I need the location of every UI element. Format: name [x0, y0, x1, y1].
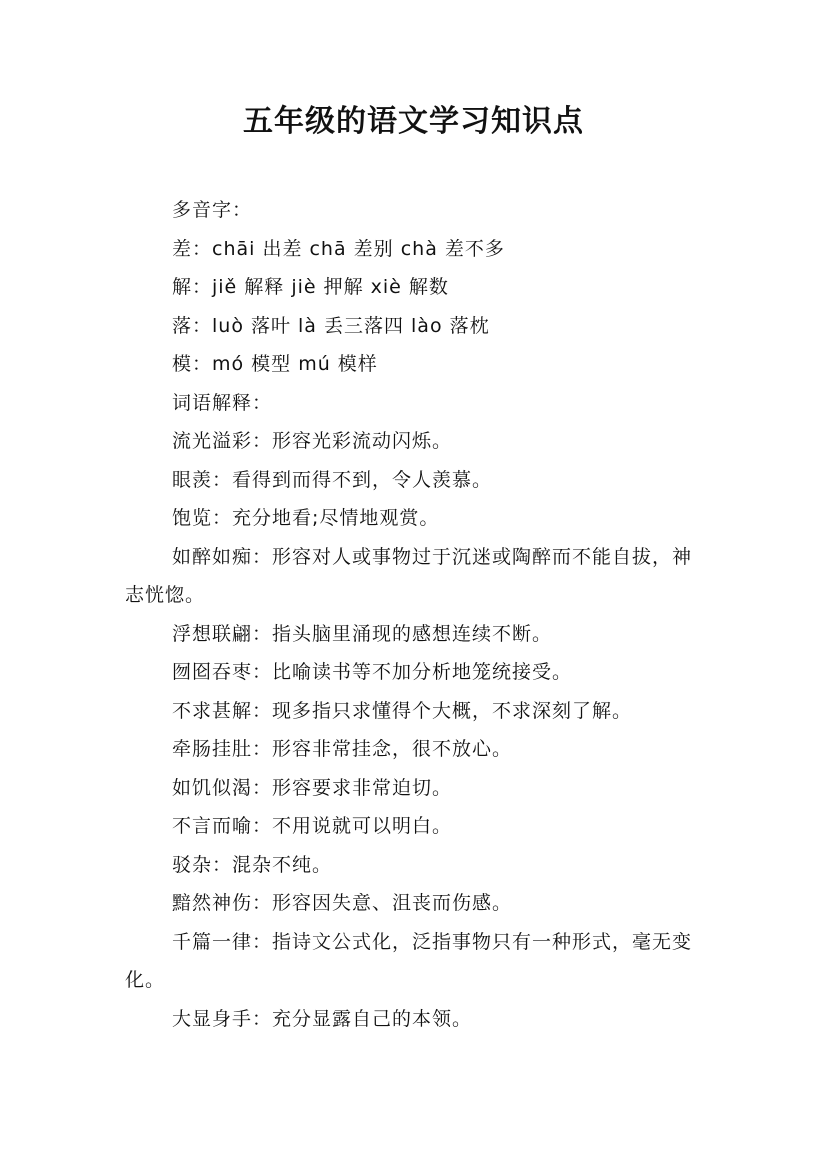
paragraph: 差：chāi 出差 chā 差别 chà 差不多 [172, 237, 505, 260]
paragraph: 如醉如痴：形容对人或事物过于沉迷或陶醉而不能自拔，神志恍惚。 [125, 545, 693, 606]
paragraph: 牵肠挂肚：形容非常挂念，很不放心。 [172, 738, 513, 760]
document-title: 五年级的语文学习知识点 [243, 104, 584, 139]
paragraph: 落：luò 落叶 là 丢三落四 lào 落枕 [172, 314, 490, 337]
paragraph: 不求甚解：现多指只求懂得个大概，不求深刻了解。 [172, 699, 633, 722]
paragraph: 黯然神伤：形容因失意、沮丧而伤感。 [172, 892, 513, 914]
paragraph: 如饥似渴：形容要求非常迫切。 [172, 776, 453, 799]
paragraph: 浮想联翩：指头脑里涌现的感想连续不断。 [172, 622, 553, 645]
paragraph: 眼羡：看得到而得不到，令人羡慕。 [172, 468, 493, 491]
paragraph: 饱览：充分地看;尽情地观赏。 [172, 507, 440, 529]
paragraph: 不言而喻：不用说就可以明白。 [172, 815, 453, 837]
document-body [125, 191, 710, 1038]
paragraph: 词语解释： [172, 391, 273, 414]
paragraph: 流光溢彩：形容光彩流动闪烁。 [172, 430, 453, 452]
paragraph: 模：mó 模型 mú 模样 [172, 353, 378, 375]
paragraph: 囫囵吞枣：比喻读书等不加分析地笼统接受。 [172, 661, 573, 683]
paragraph: 千篇一律：指诗文公式化，泛指事物只有一种形式，毫无变化。 [125, 930, 693, 991]
paragraph: 解：jiě 解释 jiè 押解 xiè 解数 [172, 276, 449, 298]
paragraph: 大显身手：充分显露自己的本领。 [172, 1007, 473, 1030]
paragraph: 驳杂：混杂不纯。 [172, 853, 333, 876]
paragraph: 多音字： [172, 199, 253, 221]
